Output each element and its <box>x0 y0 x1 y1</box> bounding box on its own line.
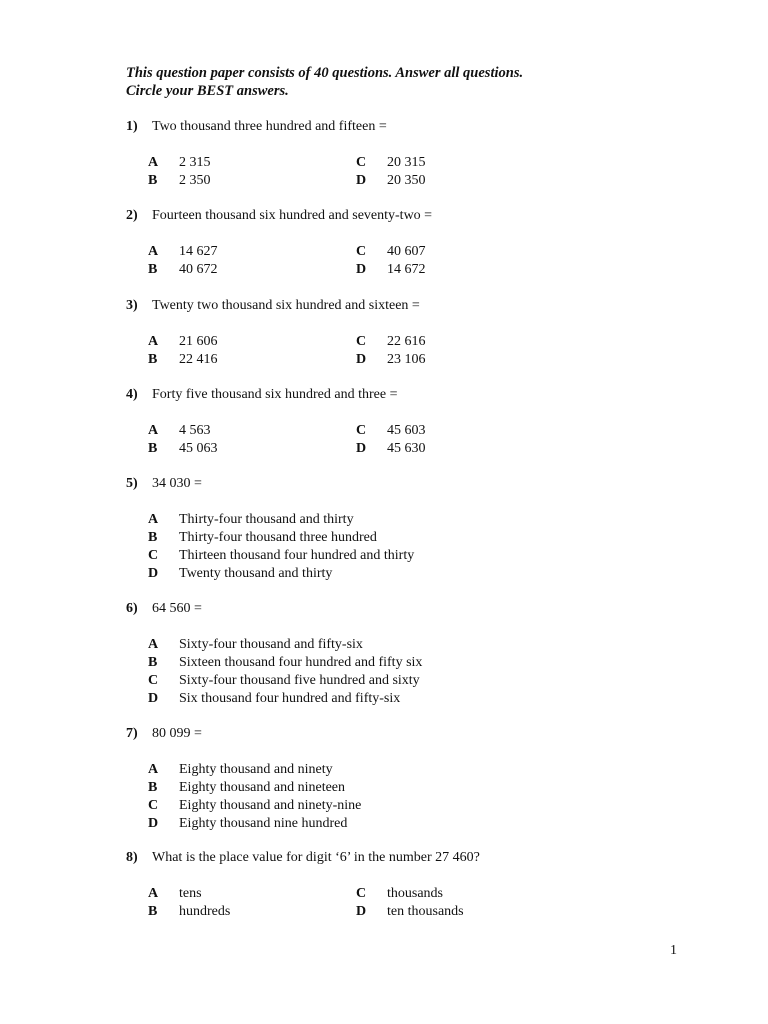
option-d[interactable]: 23 106 <box>387 352 426 367</box>
option-c[interactable]: 20 315 <box>387 155 426 170</box>
option-label-c: C <box>148 673 159 688</box>
options <box>148 333 686 369</box>
option-label-b: B <box>148 173 158 188</box>
option-a[interactable]: 4 563 <box>179 423 211 438</box>
question-number: 7) <box>126 726 138 741</box>
question-5 <box>126 475 686 583</box>
option-label-b: B <box>148 904 158 919</box>
option-label-a: A <box>148 334 159 349</box>
question-number: 8) <box>126 850 138 865</box>
question-text: Twenty two thousand six hundred and sixteen = <box>152 298 420 313</box>
page-number: 1 <box>670 943 677 958</box>
option-c[interactable]: Eighty thousand and ninety-nine <box>179 798 362 813</box>
option-label-d: D <box>356 262 367 277</box>
option-label-c: C <box>356 886 367 901</box>
option-label-b: B <box>148 262 158 277</box>
option-label-a: A <box>148 762 159 777</box>
option-label-a: A <box>148 423 159 438</box>
option-label-a: A <box>148 886 159 901</box>
option-b[interactable]: 45 063 <box>179 441 218 456</box>
question-3 <box>126 297 686 369</box>
option-label-b: B <box>148 530 158 545</box>
option-label-a: A <box>148 637 159 652</box>
option-label-d: D <box>356 173 367 188</box>
instructions-line-1: This question paper consists of 40 questions. Answer all questions. <box>126 65 524 81</box>
options <box>148 511 686 583</box>
option-label-c: C <box>148 548 159 563</box>
question-number: 5) <box>126 476 138 491</box>
option-c[interactable]: 22 616 <box>387 334 426 349</box>
option-d[interactable]: Twenty thousand and thirty <box>179 566 333 581</box>
question-number: 2) <box>126 208 138 223</box>
option-label-d: D <box>356 352 367 367</box>
option-b[interactable]: 40 672 <box>179 262 218 277</box>
option-b[interactable]: Eighty thousand and nineteen <box>179 780 346 795</box>
question-6 <box>126 600 686 708</box>
question-text: Two thousand three hundred and fifteen = <box>152 119 387 134</box>
option-label-b: B <box>148 655 158 670</box>
option-a[interactable]: Thirty-four thousand and thirty <box>179 512 354 527</box>
question-2 <box>126 207 686 279</box>
option-a[interactable]: Eighty thousand and ninety <box>179 762 333 777</box>
question-text: Fourteen thousand six hundred and seventy-two = <box>152 208 433 223</box>
option-label-a: A <box>148 244 159 259</box>
instructions <box>126 64 523 100</box>
option-c[interactable]: Thirteen thousand four hundred and thirty <box>179 548 415 563</box>
option-label-d: D <box>148 691 159 706</box>
option-b[interactable]: Thirty-four thousand three hundred <box>179 530 377 545</box>
question-number: 1) <box>126 119 138 134</box>
option-label-d: D <box>356 904 367 919</box>
option-label-b: B <box>148 352 158 367</box>
option-label-c: C <box>356 155 367 170</box>
option-d[interactable]: 45 630 <box>387 441 426 456</box>
options <box>148 761 686 833</box>
option-b[interactable]: hundreds <box>179 904 231 919</box>
option-d[interactable]: Eighty thousand nine hundred <box>179 816 348 831</box>
question-number: 6) <box>126 601 138 616</box>
option-label-b: B <box>148 441 158 456</box>
option-c[interactable]: 40 607 <box>387 244 426 259</box>
option-a[interactable]: 2 315 <box>179 155 211 170</box>
option-label-a: A <box>148 512 159 527</box>
option-c[interactable]: thousands <box>387 886 443 901</box>
options <box>148 422 686 458</box>
option-c[interactable]: 45 603 <box>387 423 426 438</box>
options <box>148 636 686 708</box>
option-label-b: B <box>148 780 158 795</box>
option-c[interactable]: Sixty-four thousand five hundred and sixty <box>179 673 420 688</box>
option-d[interactable]: Six thousand four hundred and fifty-six <box>179 691 401 706</box>
option-d[interactable]: 20 350 <box>387 173 426 188</box>
option-a[interactable]: Sixty-four thousand and fifty-six <box>179 637 363 652</box>
option-a[interactable]: tens <box>179 886 202 901</box>
option-d[interactable]: 14 672 <box>387 262 426 277</box>
options <box>148 154 686 190</box>
option-label-d: D <box>148 566 159 581</box>
question-number: 4) <box>126 387 138 402</box>
option-b[interactable]: 22 416 <box>179 352 218 367</box>
option-label-c: C <box>148 798 159 813</box>
option-label-c: C <box>356 244 367 259</box>
option-label-d: D <box>148 816 159 831</box>
options <box>148 243 686 279</box>
options <box>148 885 686 921</box>
option-label-a: A <box>148 155 159 170</box>
option-b[interactable]: Sixteen thousand four hundred and fifty six <box>179 655 423 670</box>
question-text: What is the place value for digit ‘6’ in the number 27 460? <box>152 850 480 865</box>
option-a[interactable]: 21 606 <box>179 334 218 349</box>
option-label-c: C <box>356 423 367 438</box>
option-label-d: D <box>356 441 367 456</box>
instructions-line-2: Circle your BEST answers. <box>126 83 289 99</box>
question-4 <box>126 386 686 458</box>
option-d[interactable]: ten thousands <box>387 904 464 919</box>
question-8 <box>126 849 686 921</box>
option-b[interactable]: 2 350 <box>179 173 211 188</box>
option-a[interactable]: 14 627 <box>179 244 218 259</box>
question-text: Forty five thousand six hundred and three = <box>152 387 398 402</box>
option-label-c: C <box>356 334 367 349</box>
question-text: 34 030 = <box>152 476 202 491</box>
question-1 <box>126 118 686 190</box>
question-text: 64 560 = <box>152 601 202 616</box>
question-text: 80 099 = <box>152 726 202 741</box>
question-7 <box>126 725 686 833</box>
question-number: 3) <box>126 298 138 313</box>
